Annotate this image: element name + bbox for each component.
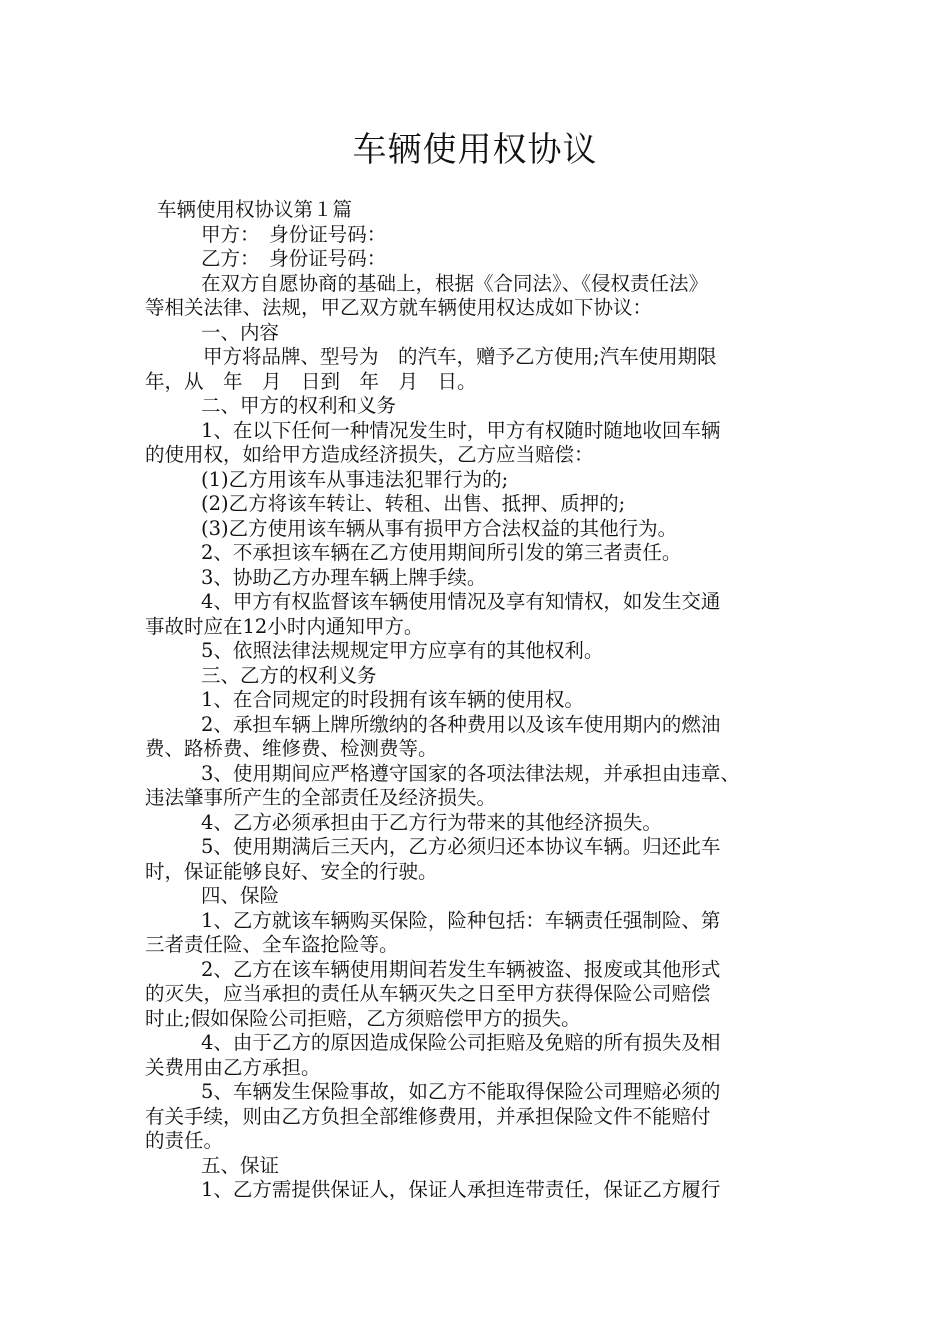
paragraph-line: 费、路桥费、维修费、检测费等。 bbox=[145, 737, 438, 760]
section-heading: 五、保证 bbox=[201, 1153, 280, 1177]
paragraph-line: 3、使用期间应严格遵守国家的各项法律法规，并承担由违章、 bbox=[201, 761, 740, 785]
paragraph-line: 1、在合同规定的时段拥有该车辆的使用权。 bbox=[201, 688, 584, 711]
paragraph-line: 2、乙方在该车辆使用期间若发生车辆被盗、报废或其他形式 bbox=[201, 957, 721, 981]
paragraph-line: 5、车辆发生保险事故，如乙方不能取得保险公司理赔必须的 bbox=[201, 1080, 721, 1103]
paragraph-line: 3、协助乙方办理车辆上牌手续。 bbox=[201, 565, 487, 589]
paragraph-line: 5、使用期满后三天内，乙方必须归还本协议车辆。归还此车 bbox=[201, 835, 721, 858]
paragraph-line: 甲方将品牌、型号为 的汽车，赠予乙方使用;汽车使用期限 bbox=[203, 345, 717, 368]
list-item: (1)乙方用该车从事违法犯罪行为的; bbox=[201, 467, 509, 491]
paragraph-line: 1、在以下任何一种情况发生时，甲方有权随时随地收回车辆 bbox=[201, 418, 721, 442]
paragraph-line: 4、乙方必须承担由于乙方行为带来的其他经济损失。 bbox=[201, 810, 662, 834]
paragraph-line: 的灭失，应当承担的责任从车辆灭失之日至甲方获得保险公司赔偿 bbox=[145, 982, 711, 1005]
paragraph-line: 在双方自愿协商的基础上，根据《合同法》、《侵权责任法》 bbox=[201, 271, 709, 295]
section-heading: 四、保险 bbox=[201, 884, 280, 907]
paragraph-line: 的责任。 bbox=[145, 1129, 224, 1152]
paragraph-line: 有关手续，则由乙方负担全部维修费用，并承担保险文件不能赔付 bbox=[145, 1104, 711, 1128]
paragraph-line: 1、乙方就该车辆购买保险，险种包括：车辆责任强制险、第 bbox=[201, 908, 721, 932]
paragraph-line: 年，从 年 月 日到 年 月 日。 bbox=[145, 369, 477, 393]
document-body bbox=[145, 198, 813, 1203]
paragraph-line: 5、依照法律法规规定甲方应享有的其他权利。 bbox=[201, 639, 604, 662]
section-heading: 二、甲方的权利和义务 bbox=[201, 394, 397, 417]
document-title: 车辆使用权协议 bbox=[352, 130, 598, 170]
paragraph-line: 4、甲方有权监督该车辆使用情况及享有知情权，如发生交通 bbox=[201, 590, 721, 613]
list-item: (2)乙方将该车转让、转租、出售、抵押、质押的; bbox=[201, 492, 626, 515]
paragraph-line: 关费用由乙方承担。 bbox=[145, 1055, 321, 1079]
paragraph-line: 违法肇事所产生的全部责任及经济损失。 bbox=[145, 786, 497, 809]
section-subtitle: 车辆使用权协议第１篇 bbox=[157, 198, 353, 221]
paragraph-line: 2、承担车辆上牌所缴纳的各种费用以及该车使用期内的燃油 bbox=[201, 712, 721, 736]
paragraph-line: 三者责任险、全车盗抢险等。 bbox=[145, 933, 399, 956]
list-item: (3)乙方使用该车辆从事有损甲方合法权益的其他行为。 bbox=[201, 516, 678, 540]
paragraph-line: 的使用权，如给甲方造成经济损失，乙方应当赔偿： bbox=[145, 443, 594, 466]
paragraph-line: 2、不承担该车辆在乙方使用期间所引发的第三者责任。 bbox=[201, 541, 682, 564]
paragraph-line: 4、由于乙方的原因造成保险公司拒赔及免赔的所有损失及相 bbox=[201, 1031, 721, 1054]
section-heading: 三、乙方的权利义务 bbox=[201, 663, 377, 687]
paragraph-line: 事故时应在12小时内通知甲方。 bbox=[145, 614, 424, 638]
party-a-line: 甲方： 身份证号码： bbox=[201, 222, 387, 246]
paragraph-line: 时，保证能够良好、安全的行驶。 bbox=[145, 859, 438, 883]
paragraph-line: 等相关法律、法规，甲乙双方就车辆使用权达成如下协议： bbox=[145, 296, 653, 319]
paragraph-line: 1、乙方需提供保证人，保证人承担连带责任，保证乙方履行 bbox=[201, 1178, 721, 1201]
section-heading: 一、内容 bbox=[201, 320, 280, 344]
party-b-line: 乙方： 身份证号码： bbox=[201, 247, 387, 270]
paragraph-line: 时止;假如保险公司拒赔，乙方须赔偿甲方的损失。 bbox=[145, 1006, 581, 1030]
